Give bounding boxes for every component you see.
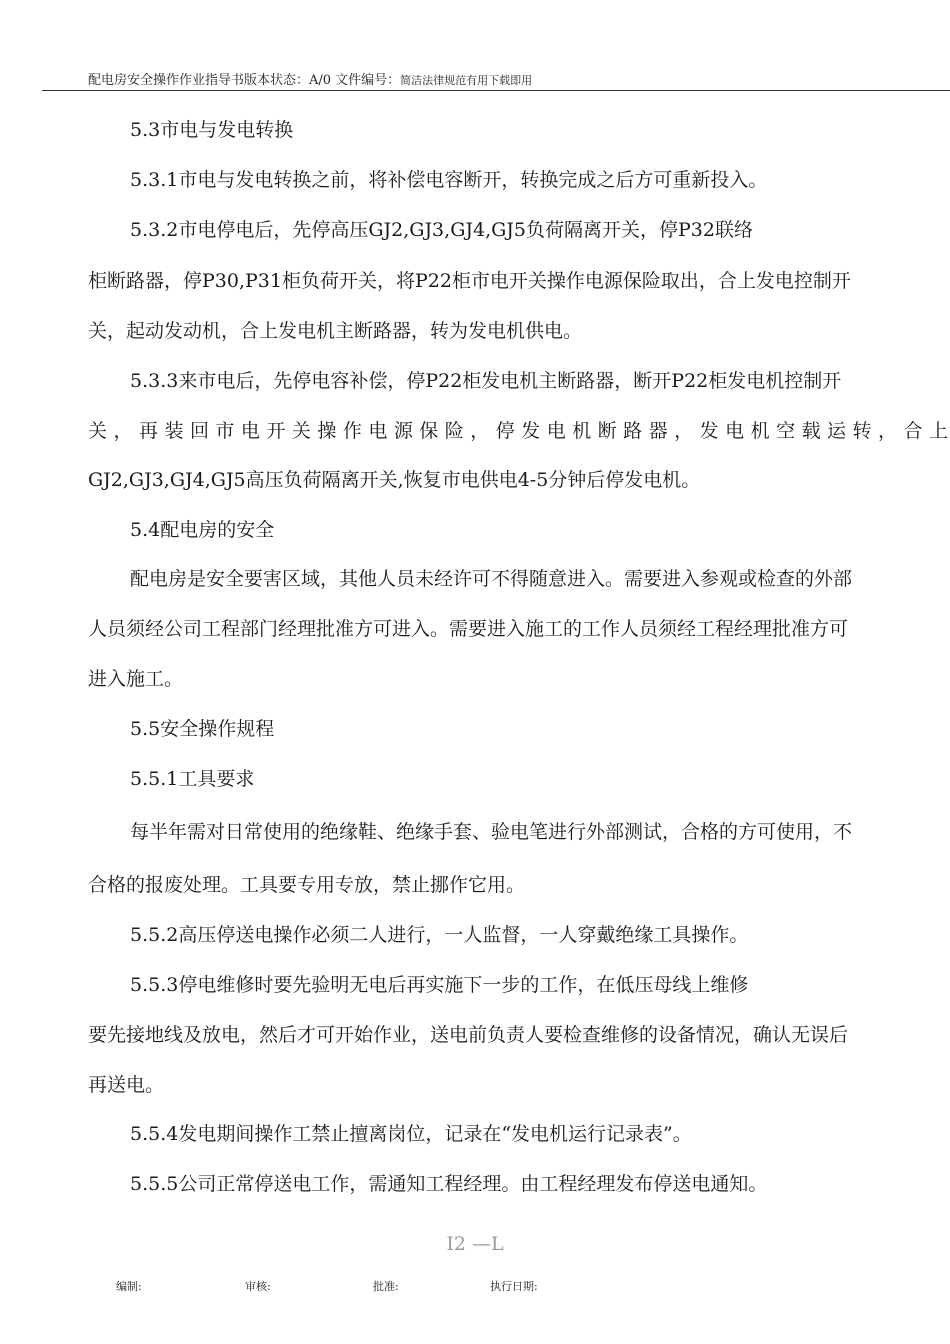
header-note: 简洁法律规范有用下载即用: [400, 74, 533, 87]
footer-approved-label: 批准:: [373, 1280, 399, 1293]
paragraph-5-5-2: 5.5.2高压停送电操作必须二人进行，一人监督，一人穿戴绝缘工具操作。: [130, 924, 749, 946]
paragraph-5-3-2-line-2: 柜断路器，停P30,P31柜负荷开关，将P22柜市电开关操作电源保险取出，合上发电控制开: [88, 270, 851, 292]
header-divider: [42, 90, 950, 91]
section-heading-5-5-1: 5.5.1工具要求: [130, 768, 255, 790]
header-title: 配电房安全操作作业指导书版本状态：A/0 文件编号：: [88, 73, 401, 88]
document-header: [88, 69, 948, 88]
paragraph-5-3-3-line-2: 关，再装回市电开关操作电源保险，停发电机断路器，发电机空载运转，合上: [88, 420, 948, 442]
paragraph-5-5-4: 5.5.4发电期间操作工禁止擅离岗位，记录在“发电机运行记录表”。: [130, 1123, 692, 1145]
paragraph-5-3-3-line-1: 5.3.3来市电后，先停电容补偿，停P22柜发电机主断路器，断开P22柜发电机控制开: [130, 370, 842, 392]
page-number: I2 —L: [446, 1233, 504, 1255]
footer-prepared-label: 编制:: [116, 1280, 142, 1293]
section-heading-5-4: 5.4配电房的安全: [130, 519, 275, 541]
paragraph-5-5-3-line-2: 要先接地线及放电，然后才可开始作业，送电前负责人要检查维修的设备情况，确认无误后: [88, 1024, 849, 1046]
paragraph-5-5-3-line-1: 5.5.3停电维修时要先验明无电后再实施下一步的工作，在低压母线上维修: [130, 974, 749, 996]
paragraph-5-3-2-line-3: 关，起动发动机，合上发电机主断路器，转为发电机供电。: [88, 320, 583, 342]
paragraph-5-5-1-line-2: 合格的报废处理。工具要专用专放，禁止挪作它用。: [88, 874, 526, 896]
paragraph-5-4-line-1: 配电房是安全要害区域，其他人员未经许可不得随意进入。需要进入参观或检查的外部: [130, 568, 853, 590]
paragraph-5-5-3-line-3: 再送电。: [88, 1074, 165, 1096]
section-heading-5-3: 5.3市电与发电转换: [130, 119, 294, 141]
footer-effective-date-label: 执行日期:: [490, 1280, 538, 1293]
footer-reviewed-label: 审核:: [245, 1280, 271, 1293]
section-heading-5-5: 5.5安全操作规程: [130, 718, 275, 740]
paragraph-5-3-1: 5.3.1市电与发电转换之前，将补偿电容断开，转换完成之后方可重新投入。: [130, 169, 768, 191]
paragraph-5-4-line-2: 人员须经公司工程部门经理批准方可进入。需要进入施工的工作人员须经工程经理批准方可: [88, 618, 849, 640]
paragraph-5-5-5: 5.5.5公司正常停送电工作，需通知工程经理。由工程经理发布停送电通知。: [130, 1173, 768, 1195]
paragraph-5-3-2-line-1: 5.3.2市电停电后，先停高压GJ2,GJ3,GJ4,GJ5负荷隔离开关，停P32联络: [130, 219, 753, 241]
paragraph-5-4-line-3: 进入施工。: [88, 668, 184, 690]
paragraph-5-5-1-line-1: 每半年需对日常使用的绝缘鞋、绝缘手套、验电笔进行外部测试，合格的方可使用，不: [130, 821, 853, 843]
paragraph-5-3-3-line-3: GJ2,GJ3,GJ4,GJ5高压负荷隔离开关,恢复市电供电4-5分钟后停发电机。: [88, 469, 701, 491]
